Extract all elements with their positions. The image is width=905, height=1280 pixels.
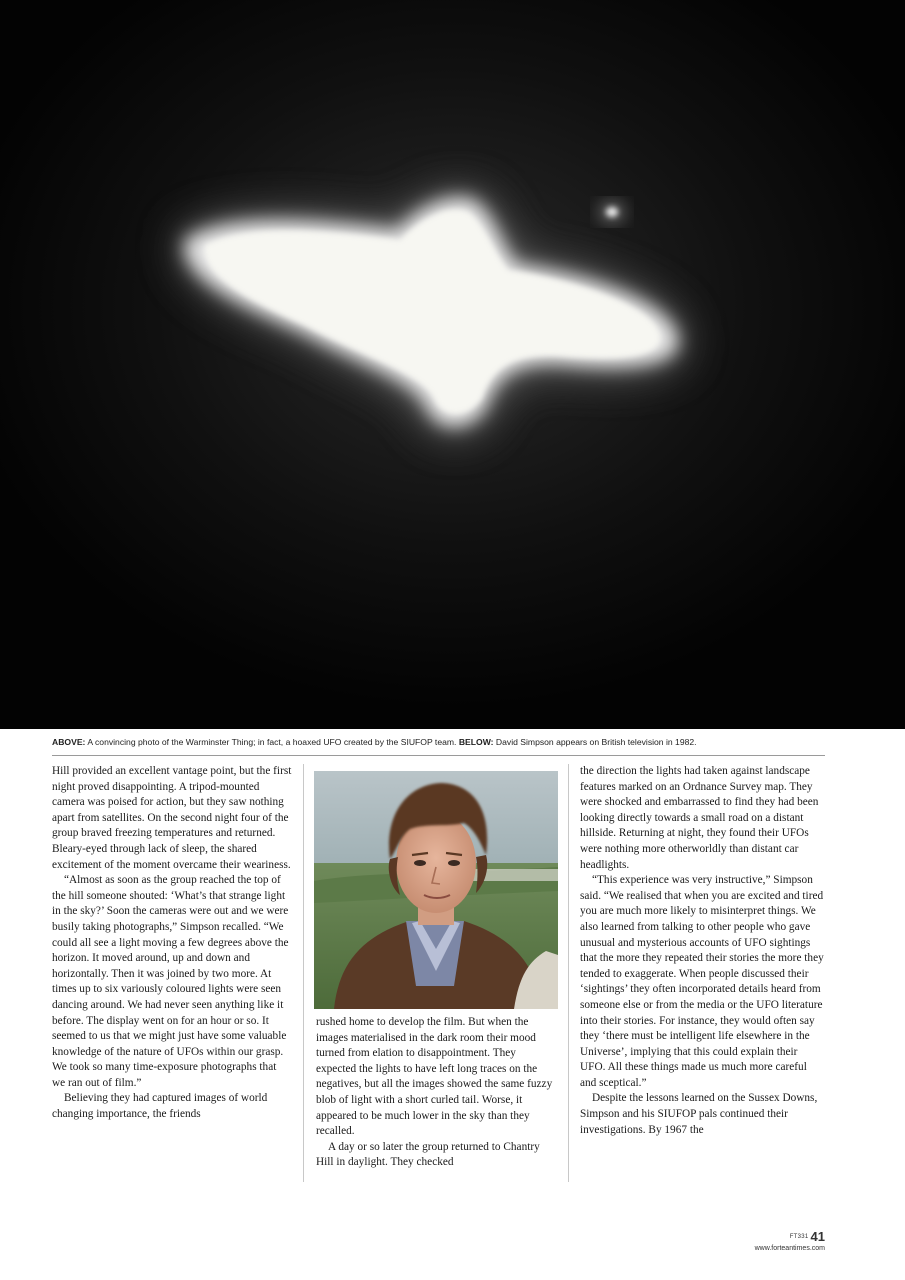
caption-below-text: David Simpson appears on British television in 1982. [493,737,697,747]
article-column-2 [316,1015,556,1171]
paragraph: Hill provided an excellent vantage point, but the first night proved disappointing. A tripod-mounted camera was poised for action, but they saw nothing apart from satellites. On the second night four of the group braved freezing temperatures and returned. Bleary-eyed through lack of sleep, the shared excitement of the moment overcame their weariness. [52,765,292,871]
column-divider [303,764,304,1182]
article-column-1 [52,764,292,1123]
issue-number: FT331 [789,1233,809,1240]
paragraph: “Almost as soon as the group reached the top of the hill someone shouted: ‘What’s that strange light in the sky?’ Soon the cameras were out and we were busily taking photographs,” Simpson recalled. “We could all see a light moving a few degrees above the horizon. It moved around, up and down and horizontally. Then it was joined by two more. At times up to six variously coloured lights were seen dancing around. We had never seen anything like it before. The display went on for an hour or so. It seemed to us that we might just have some valuable knowledge of the nature of UFOs within our grasp. We took so many time-exposure photographs that we ran out of film.” [52,874,289,1089]
paragraph: Believing they had captured images of world changing importance, the friends [52,1092,268,1121]
caption-above-label: ABOVE: [52,737,86,747]
david-simpson-photo [314,771,558,1009]
caption-above-text: A convincing photo of the Warminster Thing; in fact, a hoaxed UFO created by the SIUFOP team. [85,737,459,747]
portrait-graphic [314,771,558,1009]
page-number: 41 [810,1229,825,1245]
photo-caption [52,735,825,753]
paragraph: the direction the lights had taken against landscape features marked on an Ordnance Survey map. They were shocked and embarrassed to find they had been looking directly towards a small road on a distant hillside. Returning at night, they found their UFOs were nothing more otherworldly than distant car headlights. [580,765,819,871]
caption-below-label: BELOW: [458,737,494,747]
column-divider [568,764,569,1182]
paragraph: “This experience was very instructive,” Simpson said. “We realised that when you are excited and tired you are much more likely to misinterpret things. We also learned from talking to other people who gave unusual and mysterious accounts of UFO sightings that the more they repeated their stories the more they tended to exaggerate. When people discussed their ‘sightings’ they often incorporated details heard from someone else or from the media or the UFO literature into their stories. For instance, they would often say they ‘there must be intelligent life elsewhere in the Universe’, implying that this could explain their UFO. All these things made us much more careful and sceptical.” [580,874,824,1089]
article-column-3 [580,764,825,1138]
website-link[interactable]: www.forteantimes.com [754,1245,825,1252]
caption-divider [52,755,825,756]
paragraph: rushed home to develop the film. But when the images materialised in the dark room their mood turned from elation to disappointment. They expected the lights to have left long traces on the negatives, but all the images showed the same fuzzy blob of light with a short curled tail. Worse, it appeared to be much lower in the sky than they recalled. [316,1016,553,1138]
page-footer [755,1228,825,1252]
paragraph: Despite the lessons learned on the Sussex Downs, Simpson and his SIUFOP pals continued their investigations. By 1967 the [580,1092,818,1136]
paragraph: A day or so later the group returned to Chantry Hill in daylight. They checked [316,1140,540,1169]
